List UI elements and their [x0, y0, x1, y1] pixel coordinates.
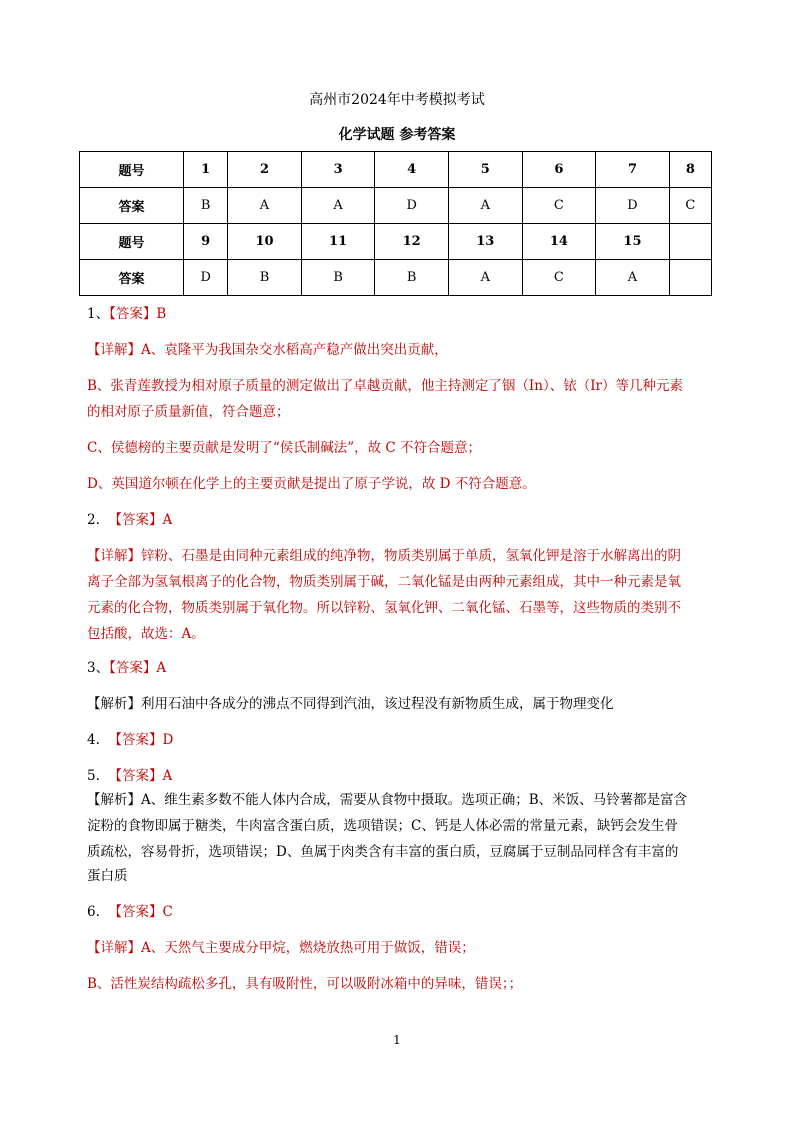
- question-number-cell: 1: [184, 152, 228, 188]
- q6-explanation-line: 【详解】A、天然气主要成分甲烷，燃烧放热可用于做饭，错误；: [87, 940, 475, 956]
- question-number-cell: 12: [375, 224, 449, 260]
- answer-cell: A: [596, 260, 670, 296]
- question-number-cell: 4: [375, 152, 449, 188]
- answer-cell: D: [375, 188, 449, 224]
- q1-answer: 【答案】B: [109, 306, 167, 322]
- q3-answer: 【答案】A: [109, 660, 167, 676]
- question-number-cell: 6: [522, 152, 596, 188]
- answer-cell: A: [448, 188, 522, 224]
- table-header-cell: 答案: [80, 260, 184, 296]
- q5-number: 5.: [87, 768, 100, 784]
- q6-answer: 【答案】C: [108, 904, 173, 920]
- q3-explanation-line: 【解析】利用石油中各成分的沸点不同得到汽油，该过程没有新物质生成，属于物理变化: [87, 696, 614, 712]
- q5-explanation-line: 质疏松，容易骨折，选项错误；D、鱼属于肉类含有丰富的蛋白质，豆腐属于豆制品同样含有丰富的: [87, 844, 679, 860]
- q1-explanation-line: 【详解】A、袁隆平为我国杂交水稻高产稳产做出突出贡献，: [87, 342, 448, 358]
- q2-explanation-line: 【详解】锌粉、石墨是由同种元素组成的纯净物，物质类别属于单质，氢氧化钾是溶于水解离出的阴: [87, 548, 681, 564]
- q5-explanation-line: 蛋白质: [87, 868, 128, 884]
- q5-answer: 【答案】A: [108, 768, 173, 784]
- answer-table: [79, 151, 712, 296]
- table-row: [80, 260, 712, 296]
- question-number-cell: 13: [448, 224, 522, 260]
- q1-answer-heading: [87, 305, 166, 323]
- question-number-cell: 15: [596, 224, 670, 260]
- q2-explanation-line: 离子全部为氢氧根离子的化合物，物质类别属于碱，二氧化锰是由两种元素组成，其中一种元素是氧: [87, 574, 681, 590]
- page-number: 1: [393, 1033, 401, 1047]
- table-row: [80, 152, 712, 188]
- q2-explanation-line: 元素的化合物，物质类别属于氧化物。所以锌粉、氢氧化钾、二氧化锰、石墨等，这些物质的类别不: [87, 600, 681, 616]
- table-header-cell: 题号: [80, 224, 184, 260]
- q2-answer-heading: [87, 511, 172, 529]
- exam-subtitle: 化学试题 参考答案: [338, 127, 456, 143]
- q1-explanation-line: 的相对原子质量新值，符合题意；: [87, 404, 290, 420]
- answer-cell: B: [375, 260, 449, 296]
- answer-cell: A: [301, 188, 375, 224]
- exam-title: 高州市2024年中考模拟考试: [309, 92, 485, 108]
- answer-cell: B: [228, 260, 302, 296]
- q5-explanation-line: 淀粉的食物即属于糖类，牛肉富含蛋白质，选项错误；C、钙是人体必需的常量元素，缺钙会发生骨: [87, 818, 678, 834]
- q4-answer: 【答案】D: [108, 732, 174, 748]
- table-header-cell: 答案: [80, 188, 184, 224]
- q3-number: 3、: [87, 660, 110, 676]
- q2-number: 2.: [87, 512, 100, 528]
- q5-explanation-line: 【解析】A、维生素多数不能人体内合成，需要从食物中摄取。选项正确；B、米饭、马铃薯都是富含: [87, 792, 688, 808]
- question-number-cell: 11: [301, 224, 375, 260]
- question-number-cell: 5: [448, 152, 522, 188]
- question-number-cell: 8: [669, 152, 711, 188]
- q1-number: 1、: [87, 306, 110, 322]
- q6-explanation-line: B、活性炭结构疏松多孔，具有吸附性，可以吸附冰箱中的异味，错误；；: [87, 976, 523, 992]
- question-number-cell: 10: [228, 224, 302, 260]
- q6-answer-heading: [87, 903, 173, 921]
- question-number-cell: 7: [596, 152, 670, 188]
- empty-cell: [669, 260, 711, 296]
- answer-cell: B: [301, 260, 375, 296]
- q1-explanation-line: C、侯德榜的主要贡献是发明了“侯氏制碱法”，故 C 不符合题意；: [87, 440, 482, 456]
- answer-cell: D: [184, 260, 228, 296]
- table-row: [80, 224, 712, 260]
- table-row: [80, 188, 712, 224]
- question-number-cell: 3: [301, 152, 375, 188]
- q2-explanation-line: 包括酸，故选：A。: [87, 626, 205, 642]
- question-number-cell: 14: [522, 224, 596, 260]
- answer-cell: A: [228, 188, 302, 224]
- q4-answer-heading: [87, 731, 173, 749]
- table-header-cell: 题号: [80, 152, 184, 188]
- answer-cell: C: [522, 260, 596, 296]
- question-number-cell: 2: [228, 152, 302, 188]
- answer-cell: A: [448, 260, 522, 296]
- q2-answer: 【答案】A: [108, 512, 173, 528]
- q6-number: 6.: [87, 904, 100, 920]
- q5-answer-heading: [87, 767, 172, 785]
- answer-cell: C: [669, 188, 711, 224]
- answer-cell: D: [596, 188, 670, 224]
- answer-cell: B: [184, 188, 228, 224]
- empty-cell: [669, 224, 711, 260]
- q1-explanation-line: B、张青莲教授为相对原子质量的测定做出了卓越贡献，他主持测定了铟（In）、铱（Ir）等几种元素: [87, 378, 683, 394]
- q1-explanation-line: D、英国道尔顿在化学上的主要贡献是提出了原子学说，故 D 不符合题意。: [87, 476, 536, 492]
- q4-number: 4.: [87, 732, 100, 748]
- question-number-cell: 9: [184, 224, 228, 260]
- answer-cell: C: [522, 188, 596, 224]
- q3-answer-heading: [87, 659, 166, 677]
